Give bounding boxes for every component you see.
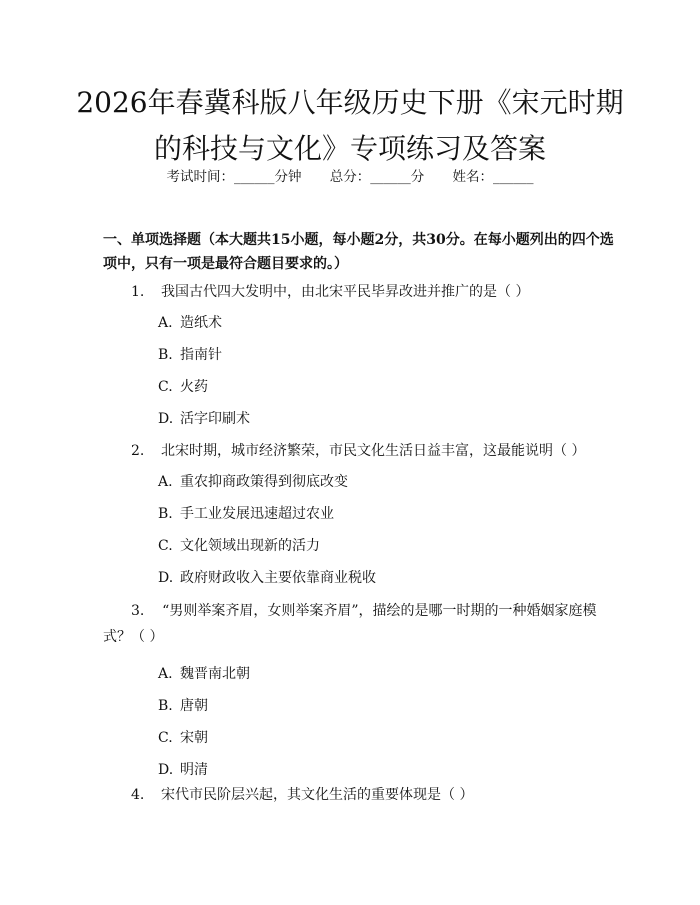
option-1c: C. 火药 bbox=[158, 379, 208, 395]
option-2b: B. 手工业发展迅速超过农业 bbox=[158, 506, 334, 522]
total-score: 总分：______分 bbox=[329, 169, 425, 185]
title-line-1: 2026年春冀科版八年级历史下册《宋元时期 bbox=[76, 86, 624, 119]
title-line-2: 的科技与文化》专项练习及答案 bbox=[153, 132, 546, 165]
exam-info bbox=[0, 168, 700, 186]
document-title bbox=[70, 80, 630, 172]
option-3c: C. 宋朝 bbox=[158, 730, 208, 746]
student-name: 姓名：______ bbox=[452, 169, 534, 185]
question-number: 4. bbox=[131, 787, 145, 803]
question-4 bbox=[103, 782, 608, 808]
option-1d: D. 活字印刷术 bbox=[158, 411, 250, 427]
question-1 bbox=[103, 279, 608, 305]
option-2d: D. 政府财政收入主要依靠商业税收 bbox=[158, 570, 376, 586]
question-text: 我国古代四大发明中，由北宋平民毕昇改进并推广的是（ ） bbox=[161, 284, 530, 300]
option-3b: B. 唐朝 bbox=[158, 698, 208, 714]
option-3a: A. 魏晋南北朝 bbox=[158, 666, 250, 682]
option-2c: C. 文化领域出现新的活力 bbox=[158, 538, 320, 554]
question-number: 2. bbox=[131, 443, 145, 459]
option-3d: D. 明清 bbox=[158, 762, 208, 778]
section-heading: 一、单项选择题（本大题共15小题，每小题2分，共30分。在每小题列出的四个选项中，只有一项是最符合题目要求的。） bbox=[103, 232, 614, 272]
question-number: 3. bbox=[131, 603, 145, 619]
option-2a: A. 重农抑商政策得到彻底改变 bbox=[158, 474, 348, 490]
question-3 bbox=[103, 598, 608, 650]
question-text: “男则举案齐眉，女则举案齐眉”，描绘的是哪一时期的一种婚姻家庭模式？（ ） bbox=[103, 603, 597, 645]
exam-time: 考试时间：______分钟 bbox=[166, 169, 302, 185]
question-text: 北宋时期，城市经济繁荣，市民文化生活日益丰富，这最能说明（ ） bbox=[161, 443, 586, 459]
option-1a: A. 造纸术 bbox=[158, 315, 222, 331]
question-text: 宋代市民阶层兴起，其文化生活的重要体现是（ ） bbox=[161, 787, 474, 803]
question-number: 1. bbox=[131, 284, 145, 300]
option-1b: B. 指南针 bbox=[158, 347, 222, 363]
question-2 bbox=[103, 438, 608, 464]
